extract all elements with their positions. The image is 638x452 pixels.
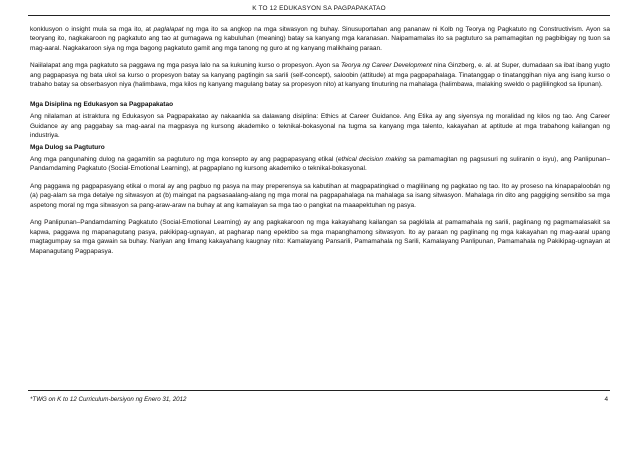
paragraph-text: nina Ginzberg, e. al. at Super, dumadaan sa ibat ibang yugto ang pagpapasya ng bata ukol sa kurso o propesyon batay sa kanyang pagtingin sa sarili (self-concept), saloobin (attitude) at mga pagpapahalaga. Tinatanggap o tinatanggihan niya ang isang kurso o trabaho batay sa obserbasyon niya (halimbawa, mga kilos ng kanyang magulang batay sa propesyon nito) at kanyang tinuturing na mahalaga (halimbawa, malaking sweldo o pagliilingkod sa lipunan).	[30, 62, 610, 89]
emphasis-text: paglalapat	[153, 26, 184, 33]
document-body	[30, 25, 610, 264]
page-header: K TO 12 EDUKASYON SA PAGPAPAKATAO	[252, 5, 386, 12]
paragraph-text: ng mga ito sa angkop na mga sitwasyon ng buhay. Sinusuportahan ang pananaw ni Kolb ng Teorya ng Pagkatuto ng Constructivism. Ayon sa teoryang ito, nagkakaroon ng pagkatuto ang tao at gumagawa ng kabuluhan (meaning) batay sa kanyang mga karanasan. Naipamamalas ito sa pagtuturo sa pamamagitan ng pagbibigay ng tuon sa mag-aaral. Nagkakaroon siya ng mga bagong pagkatuto gamit ang mga tanong ng guro at ng kanyang malikhaing paraan.	[30, 26, 610, 52]
page-number: 4	[604, 396, 608, 403]
paragraph-text: konklusyon o insight mula sa mga ito, at	[30, 26, 154, 33]
paragraph-career-development	[30, 61, 610, 89]
section-heading-disiplina: Mga Disiplina ng Edukasyon sa Pagpapakatao	[30, 100, 174, 108]
emphasis-text: Teorya ng Career Development	[340, 62, 432, 70]
footer-note: *TWG on K to 12 Curriculum-bersiyon ng Enero 31, 2012	[30, 396, 187, 403]
paragraph-dulog-intro	[30, 155, 610, 174]
header-divider	[28, 15, 610, 16]
paragraph-text: sa pamamagitan ng pagsusuri ng suliranin o isyu), ang Panlipunan–Pandamdaming Pagkatuto (Social-Emotional Learning), at pagpaplano ng kursong akademiko o teknikal-bokasyonal.	[30, 155, 611, 173]
emphasis-text: ethical decision making	[337, 155, 407, 163]
paragraph-text: Naiilalapat ang mga pagkatuto sa paggawa ng mga pasya lalo na sa kukuning kurso o propesyon. Ayon sa	[30, 62, 341, 70]
paragraph-disiplina: Ang nilalaman at istraktura ng Edukasyon sa Pagpapakatao ay nakaankla sa dalawang disiplina: Ethics at Career Guidance. Ang Etika ay ang siyensya ng moralidad ng kilos ng tao. Ang Career Guidance ay ang paggabay sa mag-aaral na magpasya ng kursong akademiko o teknikal-bokasyonal na tugma sa kanyang mga talento, kakayahan at aptitude at mga trabahong kailangan ng industriya.	[30, 113, 610, 140]
paragraph-pagpapasyang-etikal: Ang paggawa ng pagpapasyang etikal o moral ay ang pagbuo ng pasya na may preperensya sa kabutihan at magpapatingkad o maglilinang ng pagkatao ng tao. Ito ay proseso na kinapapaloobán ng (a) pag-alam sa mga detalye ng sitwasyon at (b) maingat na pagsasaalang-alang ng mga moral na pagpapahalaga na mahalaga sa isang sitwasyon. Mahalaga rin dito ang paggiging sensitibo sa mga aspetong moral ng mga sitwasyon sa pang-araw-araw na buhay at ang kamalayan sa mga tao o pangkat na maaapektuhan ng pasya.	[30, 182, 610, 209]
paragraph-kolb-constructivism	[30, 25, 610, 53]
paragraph-text: Ang mga pangunahing dulog na gagamitin sa pagtuturo ng mga konsepto ay ang pagpapasyang etikal (	[30, 155, 338, 163]
paragraph-social-emotional: Ang Panlipunan–Pandamdaming Pagkatuto (Social-Emotional Learning) ay ang pagkakaroon ng mga kakayahang kailangan sa pagkilala at pamamahala ng sarili, paglinang ng pagmamalasakit sa kapwa, paggawa ng mapanagutang pasya, pakikipag-ugnayan, at pagharap nang epektibo sa mga mapanghamong sitwasyon. Ito ay paraan ng paglinang ng mga kakayahan ng mag-aaral upang magtagumpay sa mga gawain sa buhay. Nariyan ang limang kakayahang kaugnay nito: Kamalayang Pansarili, Pamamahala ng Sarili, Kamalayang Panlipunan, Pamamahala ng Pakikipag-ugnayan at Mapanagutang Pagpapasya.	[30, 219, 610, 255]
footer-divider	[28, 390, 610, 391]
section-heading-dulog: Mga Dulog sa Pagtuturo	[30, 143, 105, 151]
